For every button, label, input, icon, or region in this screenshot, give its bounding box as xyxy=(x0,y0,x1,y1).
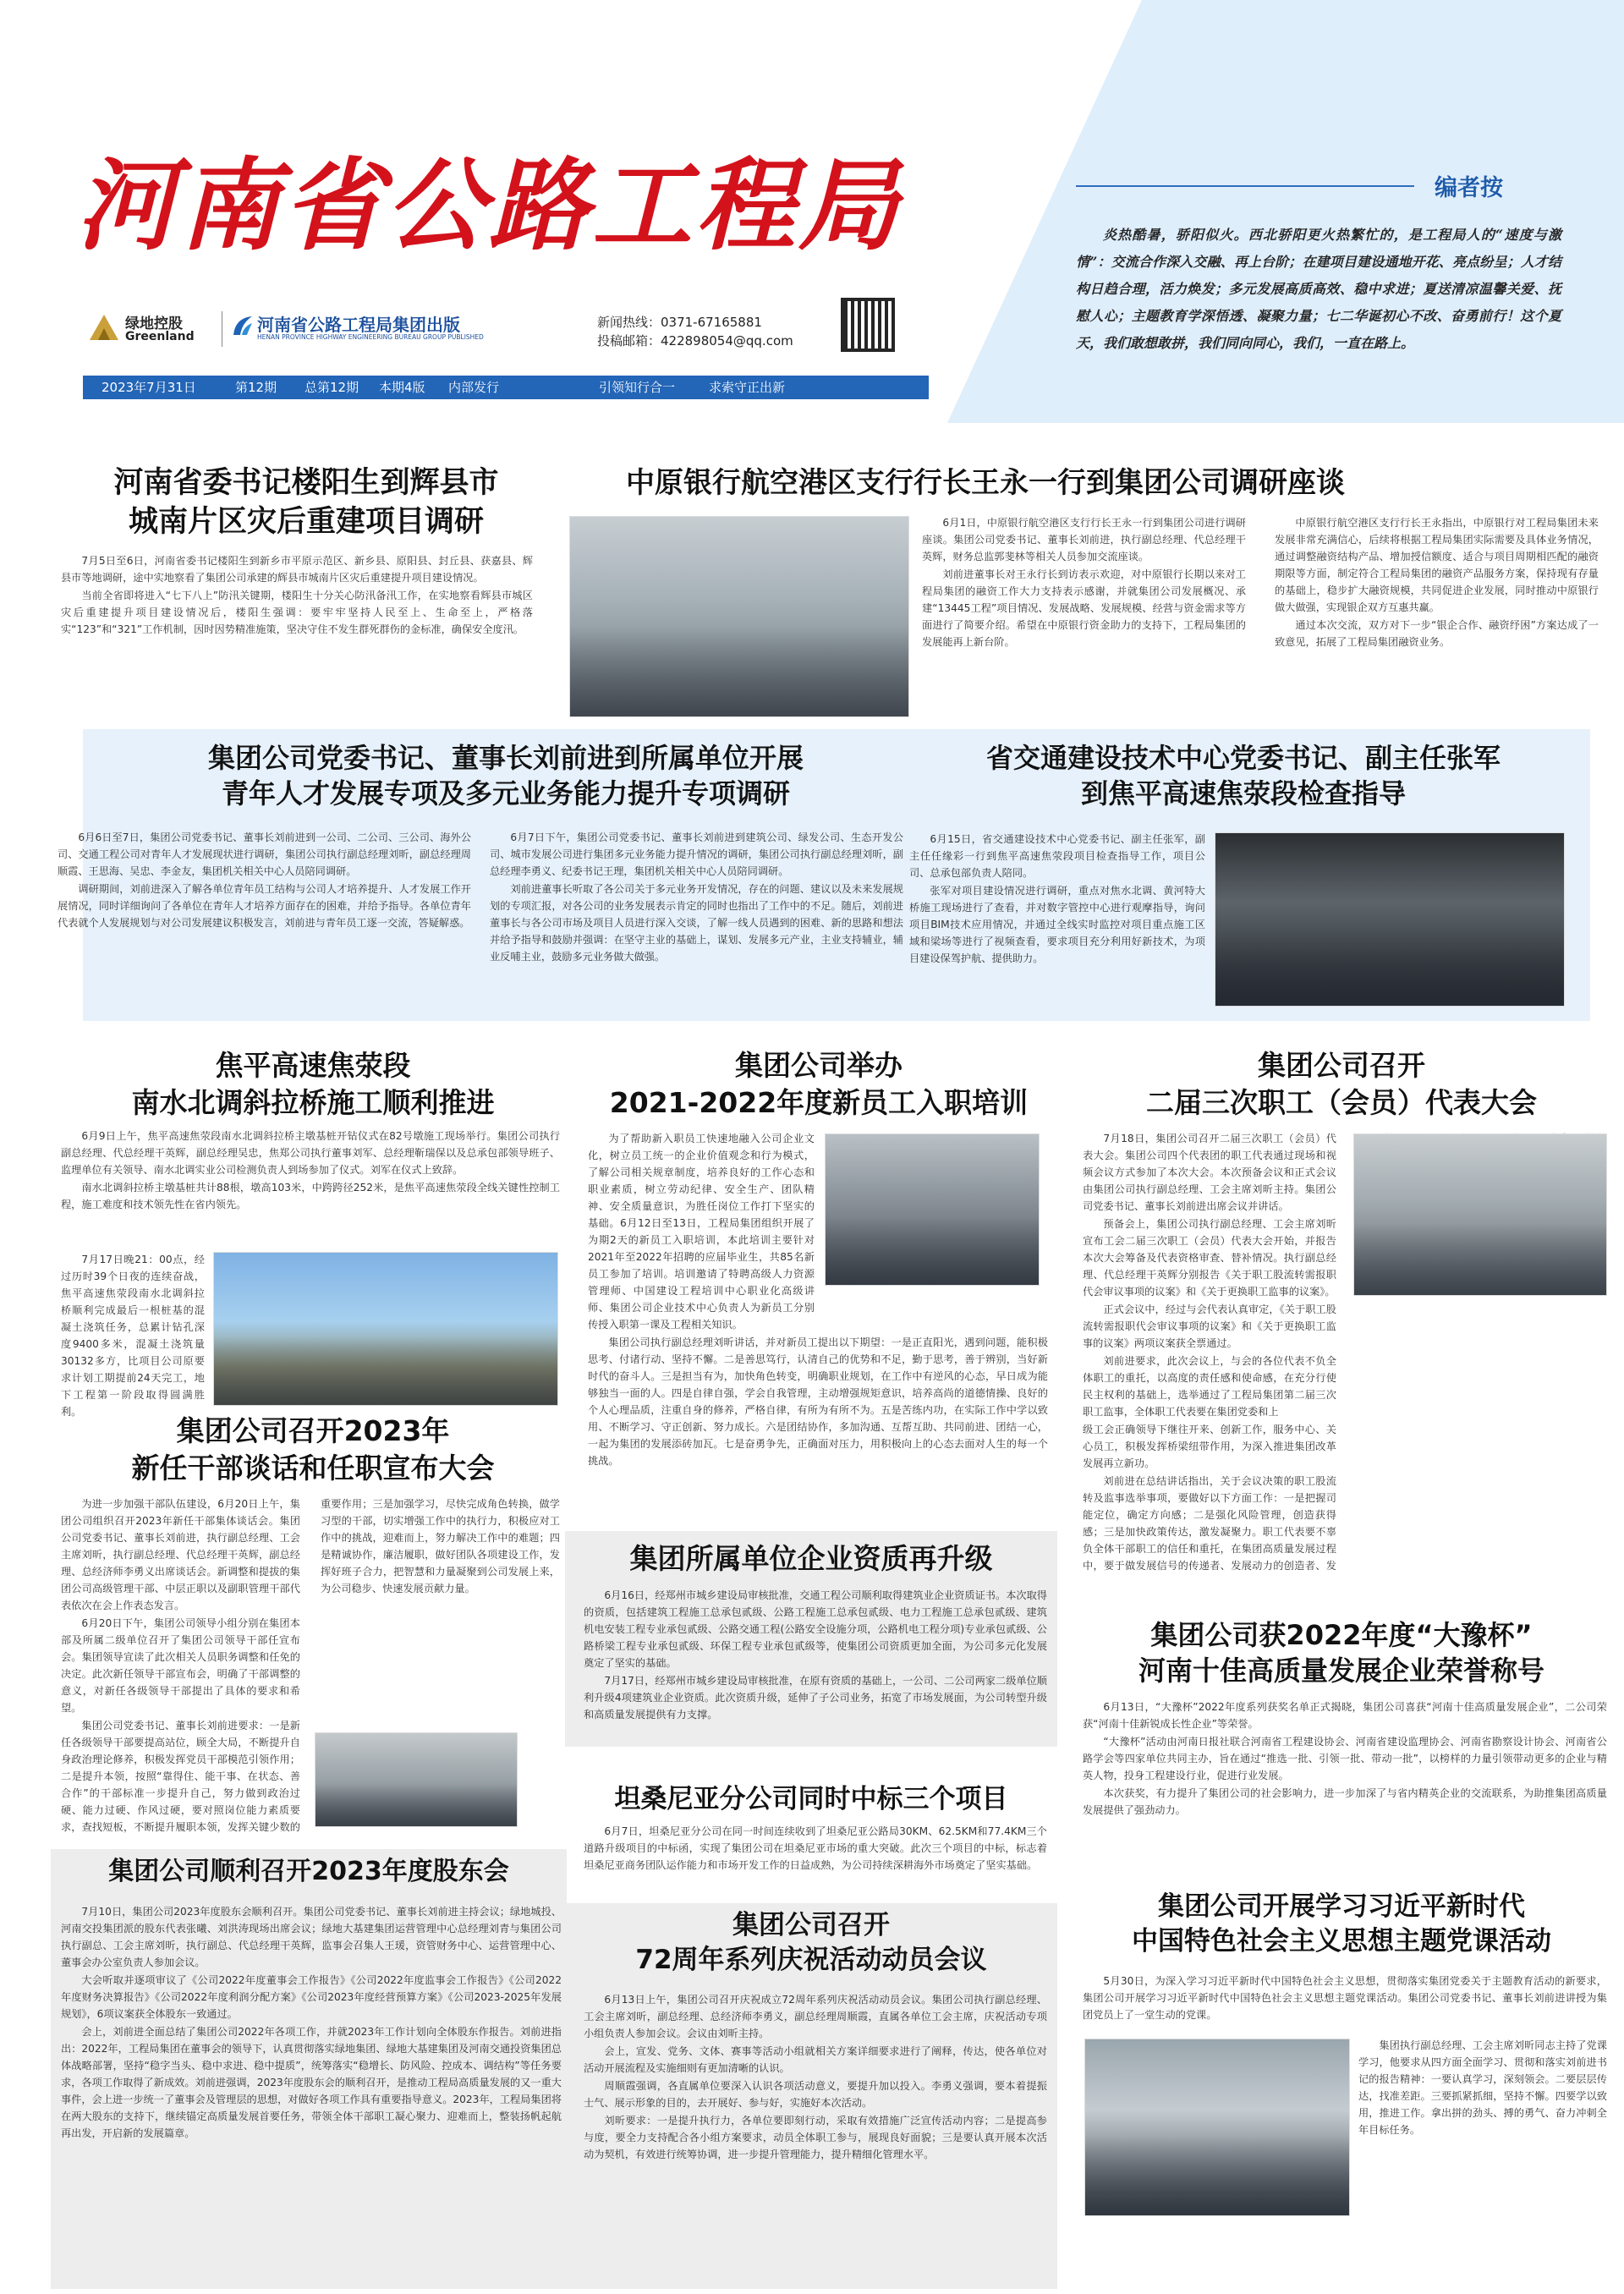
dateline-motto2: 求索守正出新 xyxy=(709,380,786,395)
a7-para: 7月10日，集团公司2023年度股东会顺利召开。集团公司党委书记、董事长刘前进主持会议；绿地城投、河南交投集团派的股东代表张曦、刘洪涛现场出席会议；绿地大基建集团运营管理中心总经理刘青与集团公司执行副总、工会主席刘昕，执行副总、代总经理干英辉，监事会召集人王瑗，资管财务中心、运营管理中心、董事会办公室负责人参加会议。 xyxy=(61,1906,562,1968)
a9-para: 7月17日，经郑州市城乡建设局审核批准，在原有资质的基础上，一公司、二公司两家二级单位顺利升级4项建筑业企业资质。此次资质升级，延伸了子公司业务，拓宽了市场发展面，为公司转型升级和高质量发展提供有力支撑。 xyxy=(584,1675,1047,1720)
a2-photo xyxy=(569,516,909,717)
a9-body xyxy=(584,1587,1047,1724)
a14-para: 集团执行副总经理、工会主席刘昕同志主持了党课学习，他要求从四方面全面学习、贯彻和落实刘前进书记的报告精神：一要认真学习，深刻领会。二要层层传达，找准差距。三要抓紧抓细，坚持不懈。四要学以致用，推进工作。拿出拼的劲头、搏的勇气、奋力冲刺全年目标任务。 xyxy=(1358,2039,1607,2136)
a6-para: 集团公司党委书记、董事长刘前进要求：一是新任各级领导干部要提高站位，顾全大局，不断提升自身政治理论修养，积极发挥党员干部模范引领作用；二是提升本领，按照“靠得住、能干事、在状态、善合作”的干部标准一步提升自己，努力做到政治过硬、能力过硬、作风过硬，要对照岗位能力素质要求，查找短板，不断提升履职本领，发挥关键少数的重要作用；三是加强学习，尽快完成角色转换，做学习型的干部，切实增强工作中的执行力，积极应对工作中的挑战，迎难而上，努力解决工作中的难题；四是精诚协作，廉洁履职，做好团队各项建设工作，发挥好班子合力，把智慧和力量凝聚到公司发展上来，为公司稳步、快速发展贡献力量。 xyxy=(61,1498,560,1833)
a4-title xyxy=(897,740,1590,811)
a14-para: 5月30日，为深入学习习近平新时代中国特色社会主义思想，贯彻落实集团党委关于主题教育活动的新要求，集团公司开展学习习近平新时代中国特色社会主义思想主题党课活动。集团公司党委书记、董事长刘前进讲授为集团党员上了一堂生动的党课。 xyxy=(1083,1975,1607,2021)
a4-body xyxy=(909,831,1205,968)
greenland-logo-icon xyxy=(88,313,120,342)
dateline-total: 总第12期 xyxy=(304,380,359,395)
qr-code-icon xyxy=(841,298,895,352)
editor-note-text: 炎热酷暑，骄阳似火。西北骄阳更火热繁忙的，是工程局人的“速度与激情”：交流合作深入交融、再上台阶；在建项目建设通地开花、亮点纷呈；人才结构日趋合理，活力焕发；多元发展高质高效、稳中求进；夏送清凉温馨关爱、抚慰人心；主题教育学深悟透、凝聚力量；七二华诞初心不改、奋勇前行！这个夏天，我们敢想敢拼，我们同向同心，我们，一直在路上。 xyxy=(1076,227,1561,351)
a9-title: 集团所属单位企业资质再升级 xyxy=(629,1542,993,1575)
a3-title-line2: 青年人才发展专项及多元业务能力提升专项调研 xyxy=(221,777,790,810)
a10-para: 6月7日，坦桑尼亚分公司在同一时间连续收到了坦桑尼亚公路局30KM、62.5KM和77.4KM三个道路升级项目的中标函，实现了集团公司在坦桑尼亚市场的重大突破。此次三个项目的中标，标志着坦桑尼亚商务团队运作能力和市场开发工作的日益成熟，为公司持续深耕海外市场奠定了坚实基础。 xyxy=(584,1825,1047,1871)
editor-note-bg xyxy=(947,0,1624,423)
publisher-name: 河南省公路工程局集团出版 xyxy=(257,315,460,335)
a5-body xyxy=(61,1128,560,1214)
a1-title-line2: 城南片区灾后重建项目调研 xyxy=(128,505,484,540)
a14-title xyxy=(1067,1890,1616,1959)
a6-para: 为进一步加强干部队伍建设，6月20日上午，集团公司组织召开2023年新任干部集体谈话会。集团公司党委书记、董事长刘前进，执行副总经理、工会主席刘昕，执行副总经理、代总经理干英辉，副总经理、总经济师李勇义出席谈话会。新调整和提拔的集团公司高级管理干部、中层正职以及副职管理干部代表依次在会上作表态发言。 xyxy=(61,1498,300,1611)
a11-para: 会上，宣发、党务、文体、赛事等活动小组就相关方案详细要求进行了阐释，传达，使各单位对活动开展流程及实施细则有更加清晰的认识。 xyxy=(584,2045,1047,2074)
a5-body-wrap xyxy=(61,1251,205,1421)
editor-note-label: 编者按 xyxy=(1435,175,1503,201)
a7-body xyxy=(61,1903,562,2143)
a13-para: “大豫杯”活动由河南日报社联合河南省工程建设协会、河南省建设监理协会、河南省勘察设计协会、河南省公路学会等四家单位共同主办，旨在通过“推选一批、引领一批、带动一批”，以榜样的力量引领带动更多的企业与精英人物，投身工程建设行业，促进行业发展。 xyxy=(1083,1736,1607,1781)
email: 投稿邮箱：422898054@qq.com xyxy=(597,333,793,348)
a1-title xyxy=(52,464,560,541)
a3-body xyxy=(58,829,903,965)
a3-para: 调研期间，刘前进深入了解各单位青年员工结构与公司人才培养提升、人才发展工作开展情况，同时详细询问了各单位在青年人才培养方面存在的困难，并给予指导。各单位青年代表就个人发展规划与对公司发展建议积极发言，刘前进与青年员工逐一交流，答疑解惑。 xyxy=(58,883,471,929)
a3-title xyxy=(83,740,929,811)
a14-photo xyxy=(1084,2039,1350,2216)
a5-title xyxy=(51,1047,575,1121)
a3-para: 6月7日下午，集团公司党委书记、董事长刘前进到建筑公司、绿发公司、生态开发公司、城市发展公司进行集团多元业务能力提升情况的调研，集团公司执行副总经理刘昕，副总经理李勇义、纪委书记王理，集团机关相关中心人员陪同调研。 xyxy=(490,831,903,877)
a12-title xyxy=(1067,1047,1616,1121)
a12-title-line2: 二届三次职工（会员）代表大会 xyxy=(1146,1085,1537,1119)
a7-title: 集团公司顺利召开2023年度股东会 xyxy=(108,1857,509,1886)
dateline-pages: 本期4版 xyxy=(379,380,425,395)
a6-title-line1: 集团公司召开2023年 xyxy=(176,1414,450,1447)
dateline-motto1: 引领知行合一 xyxy=(599,380,676,395)
a12-para: 7月18日，集团公司召开二届三次职工（会员）代表大会。集团公司四个代表团的职工代表通过现场和视频会议方式参加了本次大会。本次预备会议和正式会议由集团公司执行副总经理、工会主席刘昕主持。集团公司党委书记、董事长刘前进出席会议并讲话。 xyxy=(1083,1133,1336,1212)
a4-para: 张军对项目建设情况进行调研，重点对焦水北调、黄河特大桥施工现场进行了查看，并对数字管控中心进行观摩指导，询问项目BIM技术应用情况，并通过全线实时监控对项目重点施工区域和梁场等进行了视频查看，要求项目充分利用好新技术，为项目建设保驾护航、提供助力。 xyxy=(909,885,1205,964)
a11-body xyxy=(584,1991,1047,2164)
bureau-logo-icon xyxy=(230,313,255,338)
a5-photo xyxy=(213,1252,558,1406)
dateline-type: 内部发行 xyxy=(448,380,500,395)
a8-para: 为了帮助新入职员工快速地融入公司企业文化，树立员工统一的企业价值观念和行为模式，了解公司相关规章制度，培养良好的工作心态和职业素质，树立劳动纪律、安全生产、团队精神、安全质量意识，为胜任岗位工作打下坚实的基础。6月12日至13日，工程局集团组织开展了为期2天的新员工入职培训，本此培训主要针对2021年至2022年招聘的应届毕业生，共85名新员工参加了培训。培训邀请了特聘高级人力资源管理师、中国建设工程培训中心职业化高级讲师、集团公司企业技术中心负责人为新员工分别传授入职第一课及工程相关知识。 xyxy=(588,1133,815,1331)
a12-para: 刘前进要求，此次会议上，与会的各位代表不负全体职工的重托，以高度的责任感和使命感，在充分行使民主权利的基础上，选举通过了工程局集团第二届三次职工监事，全体职工代表要在集团党委和上 xyxy=(1083,1355,1336,1418)
publisher-name-en: HENAN PROVINCE HIGHWAY ENGINEERING BUREAU GROUP PUBLISHED xyxy=(257,333,484,341)
a3-para: 刘前进董事长听取了各公司关于多元业务开发情况，存在的问题、建议以及未来发展规划的专项汇报，对各公司的业务发展表示肯定的同时也指出了工作中的不足。随后，刘前进董事长与各公司市场及项目人员进行深入交谈，了解一线人员遇到的困难、新的思路和想法并给予指导和鼓励并强调：在坚守主业的基础上，谋划、发展多元产业，主业支持辅业，辅业反哺主业，鼓励多元业务做大做强。 xyxy=(490,883,903,963)
a13-para: 本次获奖，有力提升了集团公司的社会影响力，进一步加深了与省内精英企业的交流联系，为助推集团高质量发展提供了强劲动力。 xyxy=(1083,1787,1607,1816)
a2-title: 中原银行航空港区支行行长王永一行到集团公司调研座谈 xyxy=(626,466,1345,500)
a2-para: 中原银行航空港区支行行长王永指出，中原银行对工程局集团未来发展非常充满信心，后续将根据工程局集团实际需要及具体业务情况，通过调整融资结构产品、增加授信额度、适合与项目周期相匹配的融资期限等方面，制定符合工程局集团的融资产品服务方案，保持现有存量的基础上，稳步扩大融资规模，共同促进企业发展，同时推动中原银行做大做强，实现银企双方互惠共赢。 xyxy=(1275,517,1599,613)
a5-para: 南水北调斜拉桥主墩基桩共计88根，墩高103米，中跨跨径252米，是焦平高速焦荥段全线关键性控制工程，施工难度和技术领先性在省内领先。 xyxy=(61,1182,560,1210)
a1-title-line1: 河南省委书记楼阳生到辉县市 xyxy=(113,466,499,500)
a4-title-line2: 到焦平高速焦荥段检查指导 xyxy=(1080,777,1406,810)
a14-title-line2: 中国特色社会主义思想主题党课活动 xyxy=(1132,1925,1551,1956)
a13-para: 6月13日，“大豫杯”2022年度系列获奖名单正式揭晓，集团公司喜获“河南十佳高质量发展企业”，二公司荣获“河南十佳新锐成长性企业”等荣誉。 xyxy=(1083,1701,1607,1730)
a8-title-line1: 集团公司举办 xyxy=(735,1049,903,1082)
a12-para: 预备会上，集团公司执行副总经理、工会主席刘昕宣布工会二届三次职工（会员）代表大会开始，并报告本次大会筹备及代表资格审查、替补情况。执行副总经理、代总经理干英辉分别报告《关于职工股流转需报职代会审议事项的议案》和《关于更换职工监事的议案》。 xyxy=(1083,1218,1336,1298)
a13-title-line1: 集团公司获2022年度“大豫杯” xyxy=(1150,1619,1533,1651)
a2-para: 通过本次交流，双方对下一步“银企合作、融资纾困”方案达成了一致意见，拓展了工程局集团融资业务。 xyxy=(1275,619,1599,648)
logo-text-en: Greenland xyxy=(125,330,195,343)
a11-title xyxy=(565,1908,1057,1978)
a3-title-line1: 集团公司党委书记、董事长刘前进到所属单位开展 xyxy=(207,742,804,774)
a8-para: 集团公司执行副总经理刘昕讲话，并对新员工提出以下期望：一是正直阳光，遇到问题，能积极思考、付诸行动、坚持不懈。二是善思笃行，认清自己的优势和不足，勤于思考，善于辨别，当好新时代的奋斗人。三是担当有为，加快角色转变，明确职业规划，在工作中有逆风的心态，早日成为能够独当一面的人。四是自律自强，学会自我管理，主动增强规矩意识，培养高尚的道德情操、良好的个人心理品质，注重自身的修养，严格自律，有所为有所不为。五是苦练内功，在实际工作中学以致用、不断学习、守正创新、努力成长。六是团结协作，多加沟通、互帮互助、共同前进、团结一心，一起为集团的发展添砖加瓦。七是奋勇争先，正确面对压力，用积极向上的心态去面对人生的每一个挑战。 xyxy=(588,1336,1048,1467)
a11-title-line1: 集团公司召开 xyxy=(732,1910,890,1940)
a14-body xyxy=(1083,1973,1607,2024)
a2-para: 刘前进董事长对王永行长到访表示欢迎，对中原银行长期以来对工程局集团的融资工作大力支持表示感谢，并就集团公司发展概况、承建“13445工程”项目情况、发展战略、发展规模、经营与资金需求等方面进行了简要介绍。希望在中原银行资金助力的支持下，工程局集团的发展能再上新台阶。 xyxy=(922,568,1246,648)
a14-body-wrap xyxy=(1358,2037,1607,2139)
a10-body xyxy=(584,1823,1047,1874)
a13-title-line2: 河南十佳高质量发展企业荣誉称号 xyxy=(1138,1655,1544,1688)
a10-title: 坦桑尼亚分公司同时中标三个项目 xyxy=(614,1784,1008,1814)
a8-title xyxy=(565,1047,1073,1121)
a4-title-line1: 省交通建设技术中心党委书记、副主任张军 xyxy=(985,742,1501,774)
a11-title-line2: 72周年系列庆祝活动动员会议 xyxy=(635,1944,987,1975)
a3-para: 6月6日至7日，集团公司党委书记、董事长刘前进到一公司、二公司、三公司、海外公司、交通工程公司对青年人才发展现状进行调研，集团公司执行副总经理刘昕，副总经理周顺霞、王思海、吴忠、李金友，集团机关相关中心人员陪同调研。 xyxy=(58,831,471,877)
a1-para: 当前全省即将进入“七下八上”防汛关键期，楼阳生十分关心防汛备汛工作，在实地察看辉县市城区灾后重建提升项目建设情况后，楼阳生强调：要牢牢坚持人民至上、生命至上，严格落实“123”和“321”工作机制，因时因势精准施策，坚决守住不发生群死群伤的金标准，确保安全度汛。 xyxy=(61,590,533,635)
a8-photo xyxy=(825,1133,1040,1286)
a12-photo xyxy=(1353,1133,1607,1296)
a5-para: 7月17日晚21：00点，经过历时39个日夜的连续奋战，焦平高速焦荥段南水北调斜拉桥顺利完成最后一根桩基的混凝土浇筑任务，总累计钻孔深度9400多米，混凝土浇筑量30132多方，比项目公司原要求计划工期提前24天完工，地下工程第一阶段取得圆满胜利。 xyxy=(61,1254,205,1418)
a12-para: 刘前进在总结讲话指出，关于会议决策的职工股流转及监事选举事项，要做好以下方面工作：一是把握司能定位，确定方向感；二是强化风险管理，创造获得感；三是加快政策传达，激发凝聚力。职工代表要不辜负全体干部职工的信任和重托，在集团高质量发展过程中，要于做发展信号的传递者、发展动力的创造者、发 xyxy=(1083,1475,1336,1572)
a2-para: 6月1日，中原银行航空港区支行行长王永一行到集团公司进行调研座谈。集团公司党委书记、董事长刘前进，执行副总经理、代总经理干英辉，财务总监郭斐林等相关人员参加交流座谈。 xyxy=(922,517,1246,563)
a13-body xyxy=(1083,1699,1607,1819)
a11-para: 刘昕要求：一是提升执行力，各单位要即刻行动，采取有效措施广泛宣传活动内容；二是提高参与度，要全力支持配合各小组方案要求，动员全体职工参与，展现良好面貌；三是要认真开展本次活动为契机，有效进行统筹协调，进一步提升管理能力，提升精细化管理水平。 xyxy=(584,2115,1047,2160)
a6-photo xyxy=(315,1732,518,1827)
a5-para: 6月9日上午，焦平高速焦荥段南水北调斜拉桥主墩基桩开钻仪式在82号墩施工现场举行。集团公司执行副总经理、代总经理干英辉，副总经理吴忠，焦郑公司执行董事刘军、总经理靳瑞保以及总承包部领导班子、监理单位有关领导、南水北调实业公司检测负责人到场参加了仪式。刘军在仪式上致辞。 xyxy=(61,1130,560,1176)
a14-title-line1: 集团公司开展学习习近平新时代 xyxy=(1158,1891,1525,1922)
a7-para: 大会听取并逐项审议了《公司2022年度董事会工作报告》《公司2022年度监事会工作报告》《公司2022年度财务决算报告》《公司2022年度利润分配方案》《公司2023年度经营预算方案》《公司2023-2025年发展规划》，6项议案获全体股东一致通过。 xyxy=(61,1974,562,2020)
masthead xyxy=(0,0,947,414)
logo-text-cn: 绿地控股 xyxy=(125,316,183,332)
a5-title-line1: 焦平高速焦荥段 xyxy=(215,1049,411,1082)
a13-title xyxy=(1067,1617,1616,1688)
a2-body xyxy=(922,514,1599,651)
a11-para: 周顺霞强调，各直属单位要深入认识各项活动意义，要提升加以投入。李勇义强调，要本着提振士气、展示形象的目的，去开展好、参与好，实施好本次活动。 xyxy=(584,2080,1047,2109)
a12-para: 正式会议中，经过与会代表认真审定，《关于职工股流转需报职代会审议事项的议案》和《关于更换职工监事的议案》两项议案获全票通过。 xyxy=(1083,1303,1336,1349)
a6-title-line2: 新任干部谈话和任职宣布大会 xyxy=(131,1451,495,1485)
a5-title-line2: 南水北调斜拉桥施工顺利推进 xyxy=(131,1085,495,1119)
a1-para: 7月5日至6日，河南省委书记楼阳生到新乡市平原示范区、新乡县、原阳县、封丘县、获嘉县、辉县市等地调研，途中实地察看了集团公司承建的辉县市城南片区灾后重建提升项目建设情况。 xyxy=(61,555,533,584)
dateline-date: 2023年7月31日 xyxy=(102,380,196,395)
dateline-issue: 第12期 xyxy=(235,380,277,395)
a12-title-line1: 集团公司召开 xyxy=(1258,1049,1425,1082)
editor-note-rule xyxy=(1076,185,1414,187)
a6-title xyxy=(51,1413,575,1486)
a12-para: 级工会正确领导下继往开来、创新工作，服务中心、关心员工，积极发挥桥梁纽带作用，为深入推进集团改革发展再立新功。 xyxy=(1083,1424,1336,1469)
hotline: 新闻热线：0371-67165881 xyxy=(597,315,762,330)
a6-para: 6月20日下午，集团公司领导小组分别在集团本部及所属二级单位召开了集团公司领导干部任宣布会。集团领导宣读了此次相关人员职务调整和任免的决定。此次新任领导干部宣布会，明确了干部调整的意义，对新任各级领导干部提出了具体的要求和希望。 xyxy=(61,1617,300,1714)
a7-para: 会上，刘前进全面总结了集团公司2022年各项工作，并就2023年工作计划向全体股东作报告。刘前进指出：2022年，工程局集团在董事会的领导下，认真贯彻落实绿地集团、绿地大基建集团及河南交通投资集团总体战略部署，坚持“稳字当头、稳中求进、稳中提质”，统筹落实“稳增长、防风险、控成本、调结构”等任务要求，各项工作取得了新成效。刘前进强调，2023年度股东会的顺利召开，是推动工程局高质量发展的又一重大事件，会上进一步统一了董事会及管理层的思想，对做好各项工作具有重要指导意义。2023年，工程局集团将在两大股东的支持下，继续锚定高质量发展首要任务，带领全体干部职工凝心聚力、迎难而上，整装扬帆起航再出发，开启新的发展篇章。 xyxy=(61,2026,562,2139)
a4-para: 6月15日，省交通建设技术中心党委书记、副主任张军，副主任任缘彩一行到焦平高速焦荥段项目检查指导工作，项目公司、总承包部负责人陪同。 xyxy=(909,833,1205,879)
a1-body xyxy=(61,552,533,639)
a4-photo xyxy=(1215,832,1565,1007)
a8-title-line2: 2021-2022年度新员工入职培训 xyxy=(609,1085,1029,1119)
masthead-title: 河南省公路工程局 xyxy=(76,146,903,264)
a9-para: 6月16日，经郑州市城乡建设局审核批准，交通工程公司顺利取得建筑业企业资质证书。本次取得的资质，包括建筑工程施工总承包贰级、公路工程施工总承包贰级、电力工程施工总承包贰级、建筑机电安装工程专业承包贰级、公路交通工程(公路安全设施分项，公路机电工程分项)专业承包贰级、公路桥梁工程专业承包贰级、环保工程专业承包贰级等，使集团公司资质更加全面，为公司多元化发展奠定了坚实的基础。 xyxy=(584,1589,1047,1669)
dateline-bar xyxy=(83,376,929,399)
a11-para: 6月13日上午，集团公司召开庆祝成立72周年系列庆祝活动动员会议。集团公司执行副总经理、工会主席刘昕，副总经理、总经济师李勇义，副总经理周顺霞，直属各单位工会主席，庆祝活动专项小组负责人参加会议。会议由刘昕主持。 xyxy=(584,1994,1047,2039)
